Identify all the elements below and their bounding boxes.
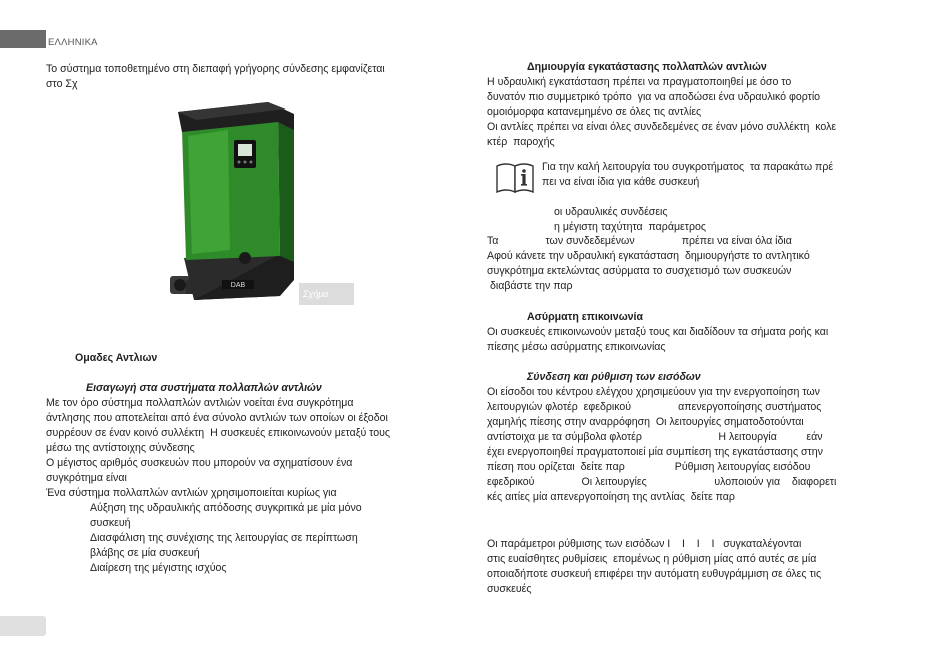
info-book-icon [495,160,537,194]
right-column [487,60,905,150]
inputs-section [487,370,905,505]
left-column [46,62,464,92]
pump-figure [168,100,356,306]
language-tab-marker [0,30,46,48]
note-item: οι υδραυλικές συνδέσεις [554,206,668,218]
brand-text: DAB [230,282,246,289]
after-note-paragraph: Τα των συνδεδεμένων πρέπει να είναι όλα ίδια Αφού κάνετε την υδραυλική εγκατάσταση δημιουργήστε το αντλητικό συγκρότημα εκτελώντας ασύρματα το συσχετισμό των συσκευών διαβάστε την παρ [487,235,810,292]
wireless-paragraph: Οι συσκευές επικοινωνούν μεταξύ τους και διαδίδουν τα σήματα ροής και πίεσης μέσω ασύρματης επικοινωνίας [487,326,829,353]
bullet-item: Αύξηση της υδραυλικής απόδοσης συγκριτικά με μία μόνο συσκευή [90,502,362,529]
multi-pump-intro [46,381,466,576]
figure-caption: Σχήμα [299,283,354,305]
bullet-item: Διασφάλιση της συνέχισης της λειτουργίας σε περίπτωση βλάβης σε μία συσκευή [90,532,358,559]
params-paragraph: Οι παράμετροι ρύθμισης των εισόδων I I I I συγκαταλέγονται στις ευαίσθητες ρυθμίσεις επομένως η ρύθμιση μίας από αυτές σε μία οποιαδήποτε συσκευή επιφέρει την αυτόματη ευθυγράμμιση σε όλες τις συσκευές [487,538,822,595]
after-note [487,234,905,294]
wireless-title: Ασύρματη επικοινωνία [527,311,643,323]
inputs-paragraph: Οι είσοδοι του κέντρου ελέγχου χρησιμεύουν για την ενεργοποίηση των λειτουργιών φλοτέρ εφεδρικού απενεργοποίησης συστήματος χαμηλής πίεσης στην αναρρόφηση Οι λειτουργίες σηματοδοτούνται αντίστοιχα με τα σύμβολα φλοτέρ Η λειτουργία εάν έχει ενεργοποιηθεί πραγματοποιεί μία συμπίεση της εγκατάστασης στην πίεση που ορίζεται δείτε παρ Ρύθμιση λειτουργίας εισόδου εφεδρικού Οι λειτουργίες υλοποιούν για διαφορετι κές αιτίες μία απενεργοποίηση της αντλίας δείτε παρ [487,386,837,503]
multi-pump-intro-title: Εισαγωγή στα συστήματα πολλαπλών αντλιών [86,382,322,394]
wireless-section [487,310,905,355]
uses-paragraph: Ένα σύστημα πολλαπλών αντλιών χρησιμοποιείται κυρίως για [46,487,337,499]
language-label: ΕΛΛΗΝΙΚΑ [48,37,98,48]
inputs-title: Σύνδεση και ρύθμιση των εισόδων [527,371,701,383]
install-paragraph: Η υδραυλική εγκατάσταση πρέπει να πραγματοποιηθεί με όσο το δυνατόν πιο συμμετρικό τρόπο για να αποδώσει ένα υδραυλικό φορτίο ομοιόμορφα κατανεμημένο σε όλες τις αντλίες Οι αντλίες πρέπει να είναι όλες συνδεδεμένες σε έναν μόνο συλλέκτη κολε κτέρ παροχής [487,76,837,148]
intro-paragraph: Το σύστημα τοποθετημένο στη διεπαφή γρήγορης σύνδεσης εμφανίζεται στο Σχ [46,63,385,90]
section-groups [75,351,455,366]
pump-illustration [168,100,356,306]
max-devices-paragraph: Ο μέγιστος αριθμός συσκευών που μπορούν να σχηματίσουν ένα συγκρότημα είναι [46,457,353,484]
params-section [487,537,905,597]
install-title: Δημιουργία εγκατάστασης πολλαπλών αντλιών [527,61,767,73]
note-text: Για την καλή λειτουργία του συγκροτήματος τα παρακάτω πρέ πει να είναι ίδια για κάθε συσκευή [542,161,834,188]
multi-pump-definition: Με τον όρο σύστημα πολλαπλών αντλιών νοείται ένα συγκρότημα άντλησης που αποτελείται από ένα σύνολο αντλιών των οποίων οι έξοδοι συρρέουν σε έναν κοινό συλλέκτη Η συσκευές επικοινωνούν μεταξύ τους μέσω της αντίστοιχης σύνδεσης [46,397,391,454]
page-tab-marker [0,616,46,636]
note-item: η μέγιστη ταχύτητα παράμετρος [554,221,706,233]
note-block [542,160,902,235]
bullet-item: Διαίρεση της μέγιστης ισχύος [90,562,227,574]
section-groups-title: Ομαδες Αντλιων [75,352,158,364]
